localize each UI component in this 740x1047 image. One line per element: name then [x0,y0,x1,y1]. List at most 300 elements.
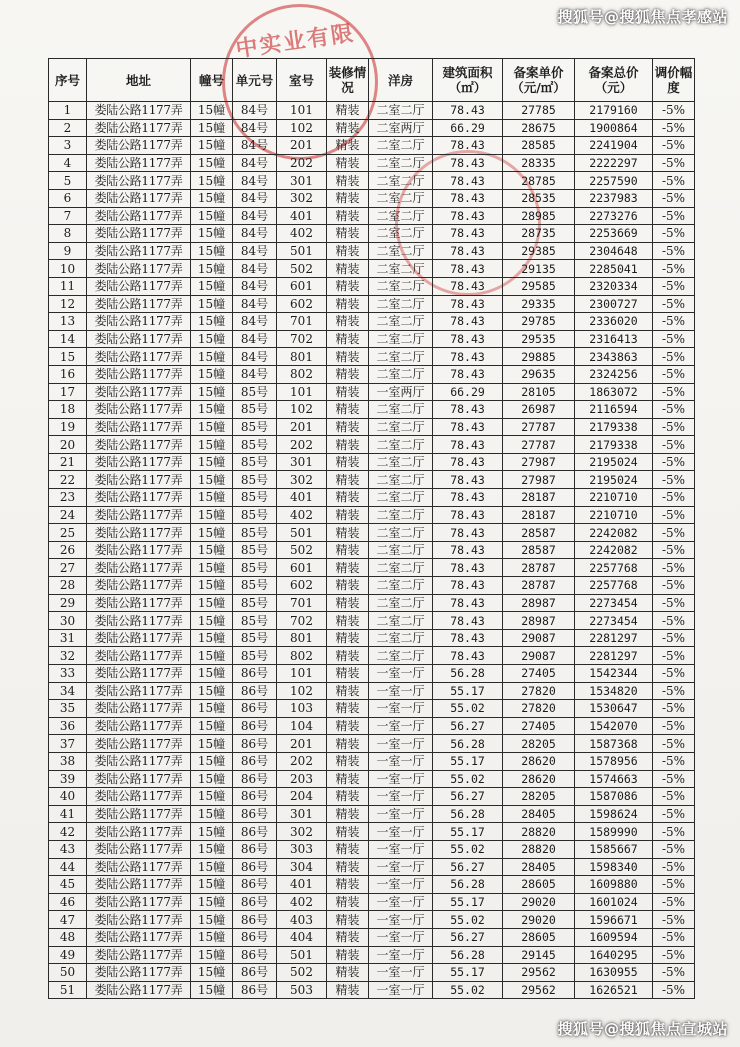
header-room: 室号 [277,59,327,102]
cell-total-price: 2195024 [575,453,653,471]
cell-unit: 86号 [233,823,277,841]
cell-adjustment: -5% [653,647,695,665]
cell-room: 104 [277,717,327,735]
table-row [49,682,695,700]
cell-room: 801 [277,629,327,647]
cell-address: 娄陆公路1177弄 [87,418,191,436]
cell-building: 15幢 [191,365,233,383]
cell-room: 502 [277,964,327,982]
cell-room: 201 [277,735,327,753]
cell-area: 78.43 [433,506,503,524]
table-row [49,401,695,419]
cell-address: 娄陆公路1177弄 [87,788,191,806]
cell-decoration: 精装 [327,823,369,841]
cell-area: 78.43 [433,524,503,542]
cell-total-price: 1609880 [575,876,653,894]
cell-room: 201 [277,418,327,436]
cell-adjustment: -5% [653,629,695,647]
table-row [49,260,695,278]
cell-adjustment: -5% [653,735,695,753]
cell-unit-price: 29562 [503,964,575,982]
cell-layout: 二室二厅 [369,172,433,190]
cell-unit: 86号 [233,946,277,964]
cell-unit-price: 28205 [503,735,575,753]
cell-unit: 84号 [233,365,277,383]
cell-adjustment: -5% [653,752,695,770]
cell-address: 娄陆公路1177弄 [87,154,191,172]
cell-unit-price: 29785 [503,313,575,331]
cell-building: 15幢 [191,964,233,982]
header-building: 幢号 [191,59,233,102]
cell-area: 78.43 [433,277,503,295]
cell-unit: 84号 [233,207,277,225]
cell-room: 401 [277,876,327,894]
table-row [49,119,695,137]
cell-serial: 20 [49,436,87,454]
cell-decoration: 精装 [327,207,369,225]
cell-decoration: 精装 [327,365,369,383]
cell-total-price: 1640295 [575,946,653,964]
cell-room: 101 [277,102,327,120]
cell-building: 15幢 [191,876,233,894]
cell-area: 66.29 [433,119,503,137]
cell-unit: 84号 [233,295,277,313]
cell-decoration: 精装 [327,401,369,419]
cell-decoration: 精装 [327,928,369,946]
cell-adjustment: -5% [653,893,695,911]
cell-room: 701 [277,313,327,331]
cell-unit: 84号 [233,260,277,278]
cell-serial: 18 [49,401,87,419]
cell-address: 娄陆公路1177弄 [87,489,191,507]
cell-unit: 84号 [233,330,277,348]
table-row [49,489,695,507]
cell-layout: 二室二厅 [369,295,433,313]
cell-room: 503 [277,981,327,999]
cell-decoration: 精装 [327,436,369,454]
cell-address: 娄陆公路1177弄 [87,260,191,278]
cell-total-price: 1598340 [575,858,653,876]
cell-building: 15幢 [191,348,233,366]
table-row [49,277,695,295]
cell-layout: 一室两厅 [369,383,433,401]
cell-address: 娄陆公路1177弄 [87,471,191,489]
cell-serial: 12 [49,295,87,313]
table-row [49,207,695,225]
cell-room: 601 [277,277,327,295]
cell-total-price: 1534820 [575,682,653,700]
cell-building: 15幢 [191,577,233,595]
cell-address: 娄陆公路1177弄 [87,348,191,366]
cell-unit-price: 29020 [503,911,575,929]
cell-serial: 4 [49,154,87,172]
cell-address: 娄陆公路1177弄 [87,207,191,225]
cell-unit: 86号 [233,700,277,718]
cell-serial: 33 [49,665,87,683]
cell-building: 15幢 [191,418,233,436]
cell-unit-price: 28405 [503,805,575,823]
cell-total-price: 2179160 [575,102,653,120]
cell-address: 娄陆公路1177弄 [87,277,191,295]
cell-serial: 3 [49,137,87,155]
cell-decoration: 精装 [327,277,369,295]
table-row [49,612,695,630]
cell-decoration: 精装 [327,946,369,964]
cell-address: 娄陆公路1177弄 [87,981,191,999]
table-row [49,577,695,595]
cell-unit-price: 28787 [503,577,575,595]
cell-layout: 一室一厅 [369,665,433,683]
cell-area: 66.29 [433,383,503,401]
cell-decoration: 精装 [327,119,369,137]
cell-room: 801 [277,348,327,366]
cell-unit: 85号 [233,418,277,436]
cell-serial: 16 [49,365,87,383]
cell-building: 15幢 [191,242,233,260]
cell-layout: 一室一厅 [369,788,433,806]
cell-area: 78.43 [433,401,503,419]
cell-building: 15幢 [191,172,233,190]
cell-decoration: 精装 [327,541,369,559]
header-serial: 序号 [49,59,87,102]
cell-total-price: 1542070 [575,717,653,735]
cell-address: 娄陆公路1177弄 [87,946,191,964]
cell-building: 15幢 [191,506,233,524]
cell-decoration: 精装 [327,489,369,507]
cell-area: 78.43 [433,436,503,454]
cell-decoration: 精装 [327,964,369,982]
table-row [49,418,695,436]
cell-room: 302 [277,471,327,489]
cell-unit: 86号 [233,735,277,753]
cell-serial: 31 [49,629,87,647]
table-row [49,365,695,383]
cell-total-price: 1587368 [575,735,653,753]
cell-unit-price: 27405 [503,717,575,735]
cell-layout: 一室一厅 [369,876,433,894]
cell-adjustment: -5% [653,612,695,630]
cell-adjustment: -5% [653,506,695,524]
cell-serial: 47 [49,911,87,929]
cell-serial: 17 [49,383,87,401]
cell-area: 55.02 [433,770,503,788]
cell-adjustment: -5% [653,788,695,806]
cell-unit: 84号 [233,102,277,120]
cell-address: 娄陆公路1177弄 [87,840,191,858]
cell-layout: 二室二厅 [369,225,433,243]
cell-total-price: 2304648 [575,242,653,260]
cell-layout: 二室二厅 [369,260,433,278]
cell-layout: 二室二厅 [369,436,433,454]
cell-unit: 84号 [233,137,277,155]
cell-total-price: 1630955 [575,964,653,982]
table-row [49,752,695,770]
cell-building: 15幢 [191,277,233,295]
cell-total-price: 2257768 [575,559,653,577]
cell-decoration: 精装 [327,154,369,172]
cell-unit-price: 29535 [503,330,575,348]
cell-address: 娄陆公路1177弄 [87,612,191,630]
cell-serial: 50 [49,964,87,982]
cell-building: 15幢 [191,295,233,313]
cell-address: 娄陆公路1177弄 [87,893,191,911]
table-row [49,330,695,348]
cell-area: 78.43 [433,629,503,647]
cell-total-price: 2116594 [575,401,653,419]
cell-room: 404 [277,928,327,946]
cell-room: 301 [277,805,327,823]
cell-area: 56.27 [433,717,503,735]
cell-area: 55.02 [433,700,503,718]
cell-adjustment: -5% [653,858,695,876]
cell-serial: 1 [49,102,87,120]
cell-unit-price: 28585 [503,137,575,155]
cell-unit: 84号 [233,348,277,366]
cell-area: 55.17 [433,964,503,982]
cell-total-price: 1578956 [575,752,653,770]
table-row [49,453,695,471]
cell-total-price: 2210710 [575,489,653,507]
cell-decoration: 精装 [327,471,369,489]
cell-layout: 二室二厅 [369,594,433,612]
cell-address: 娄陆公路1177弄 [87,401,191,419]
table-row [49,506,695,524]
cell-decoration: 精装 [327,330,369,348]
cell-adjustment: -5% [653,277,695,295]
cell-building: 15幢 [191,330,233,348]
cell-decoration: 精装 [327,981,369,999]
table-row [49,295,695,313]
cell-total-price: 2222297 [575,154,653,172]
cell-unit-price: 27785 [503,102,575,120]
cell-decoration: 精装 [327,612,369,630]
cell-address: 娄陆公路1177弄 [87,330,191,348]
cell-address: 娄陆公路1177弄 [87,682,191,700]
cell-decoration: 精装 [327,242,369,260]
cell-adjustment: -5% [653,207,695,225]
cell-address: 娄陆公路1177弄 [87,295,191,313]
table-row [49,383,695,401]
cell-unit: 84号 [233,154,277,172]
cell-unit: 84号 [233,242,277,260]
cell-serial: 32 [49,647,87,665]
cell-layout: 二室二厅 [369,629,433,647]
cell-address: 娄陆公路1177弄 [87,858,191,876]
cell-unit: 85号 [233,453,277,471]
cell-address: 娄陆公路1177弄 [87,752,191,770]
cell-adjustment: -5% [653,946,695,964]
cell-layout: 二室二厅 [369,313,433,331]
header-unit-price: 备案单价（元/㎡） [503,59,575,102]
header-decoration: 装修情况 [327,59,369,102]
cell-area: 78.43 [433,295,503,313]
cell-room: 401 [277,207,327,225]
cell-building: 15幢 [191,981,233,999]
cell-total-price: 2242082 [575,541,653,559]
cell-total-price: 2343863 [575,348,653,366]
cell-unit-price: 28987 [503,612,575,630]
cell-decoration: 精装 [327,137,369,155]
cell-adjustment: -5% [653,383,695,401]
cell-area: 78.43 [433,225,503,243]
cell-adjustment: -5% [653,700,695,718]
cell-address: 娄陆公路1177弄 [87,102,191,120]
cell-building: 15幢 [191,524,233,542]
cell-adjustment: -5% [653,401,695,419]
cell-building: 15幢 [191,700,233,718]
cell-serial: 45 [49,876,87,894]
cell-adjustment: -5% [653,102,695,120]
cell-serial: 41 [49,805,87,823]
cell-area: 78.43 [433,348,503,366]
cell-room: 101 [277,383,327,401]
cell-room: 701 [277,594,327,612]
table-row [49,735,695,753]
cell-unit-price: 29885 [503,348,575,366]
cell-room: 203 [277,770,327,788]
table-row [49,770,695,788]
cell-address: 娄陆公路1177弄 [87,717,191,735]
cell-unit-price: 27820 [503,700,575,718]
cell-building: 15幢 [191,489,233,507]
cell-address: 娄陆公路1177弄 [87,506,191,524]
cell-unit: 86号 [233,858,277,876]
cell-unit: 86号 [233,805,277,823]
header-area: 建筑面积（㎡） [433,59,503,102]
cell-serial: 42 [49,823,87,841]
cell-layout: 二室二厅 [369,541,433,559]
cell-room: 304 [277,858,327,876]
cell-decoration: 精装 [327,682,369,700]
cell-serial: 28 [49,577,87,595]
cell-unit-price: 28605 [503,876,575,894]
table-row [49,823,695,841]
cell-building: 15幢 [191,225,233,243]
cell-unit: 85号 [233,577,277,595]
cell-adjustment: -5% [653,436,695,454]
cell-decoration: 精装 [327,313,369,331]
cell-area: 78.43 [433,137,503,155]
cell-building: 15幢 [191,946,233,964]
cell-unit-price: 29635 [503,365,575,383]
cell-layout: 二室二厅 [369,277,433,295]
cell-unit: 85号 [233,436,277,454]
cell-adjustment: -5% [653,471,695,489]
cell-unit: 86号 [233,665,277,683]
cell-unit-price: 29135 [503,260,575,278]
cell-layout: 一室一厅 [369,840,433,858]
cell-building: 15幢 [191,788,233,806]
table-row [49,348,695,366]
cell-area: 55.02 [433,840,503,858]
cell-decoration: 精装 [327,752,369,770]
cell-decoration: 精装 [327,876,369,894]
cell-total-price: 2195024 [575,471,653,489]
table-row [49,471,695,489]
cell-serial: 48 [49,928,87,946]
cell-total-price: 2210710 [575,506,653,524]
cell-decoration: 精装 [327,717,369,735]
cell-unit-price: 29585 [503,277,575,295]
cell-serial: 23 [49,489,87,507]
cell-serial: 19 [49,418,87,436]
cell-room: 501 [277,524,327,542]
cell-layout: 二室二厅 [369,489,433,507]
cell-serial: 7 [49,207,87,225]
cell-unit: 84号 [233,225,277,243]
cell-decoration: 精装 [327,788,369,806]
cell-room: 202 [277,154,327,172]
cell-unit-price: 28987 [503,594,575,612]
cell-unit: 86号 [233,928,277,946]
cell-area: 56.28 [433,665,503,683]
cell-unit-price: 28785 [503,172,575,190]
cell-serial: 40 [49,788,87,806]
cell-total-price: 1863072 [575,383,653,401]
cell-area: 55.17 [433,823,503,841]
cell-adjustment: -5% [653,154,695,172]
cell-unit-price: 29385 [503,242,575,260]
cell-total-price: 2242082 [575,524,653,542]
cell-room: 402 [277,893,327,911]
cell-area: 56.27 [433,928,503,946]
cell-serial: 5 [49,172,87,190]
cell-address: 娄陆公路1177弄 [87,137,191,155]
cell-decoration: 精装 [327,260,369,278]
cell-room: 103 [277,700,327,718]
cell-room: 303 [277,840,327,858]
cell-address: 娄陆公路1177弄 [87,928,191,946]
cell-decoration: 精装 [327,665,369,683]
cell-unit: 85号 [233,559,277,577]
table-row [49,647,695,665]
cell-room: 602 [277,295,327,313]
cell-layout: 一室一厅 [369,717,433,735]
cell-room: 101 [277,665,327,683]
cell-unit-price: 28187 [503,506,575,524]
cell-building: 15幢 [191,911,233,929]
cell-unit-price: 29145 [503,946,575,964]
cell-decoration: 精装 [327,295,369,313]
cell-layout: 二室二厅 [369,418,433,436]
table-row [49,717,695,735]
cell-adjustment: -5% [653,964,695,982]
cell-unit-price: 28105 [503,383,575,401]
cell-adjustment: -5% [653,770,695,788]
cell-unit-price: 27820 [503,682,575,700]
cell-building: 15幢 [191,647,233,665]
cell-room: 802 [277,647,327,665]
cell-unit: 85号 [233,524,277,542]
cell-area: 56.27 [433,858,503,876]
cell-area: 78.43 [433,154,503,172]
cell-area: 78.43 [433,172,503,190]
cell-total-price: 1587086 [575,788,653,806]
cell-address: 娄陆公路1177弄 [87,313,191,331]
cell-area: 78.43 [433,489,503,507]
cell-unit: 86号 [233,981,277,999]
table-row [49,541,695,559]
cell-unit: 86号 [233,964,277,982]
cell-unit: 85号 [233,506,277,524]
cell-building: 15幢 [191,594,233,612]
cell-adjustment: -5% [653,665,695,683]
cell-area: 56.28 [433,735,503,753]
cell-address: 娄陆公路1177弄 [87,436,191,454]
cell-unit-price: 28985 [503,207,575,225]
cell-unit: 84号 [233,313,277,331]
cell-area: 78.43 [433,330,503,348]
